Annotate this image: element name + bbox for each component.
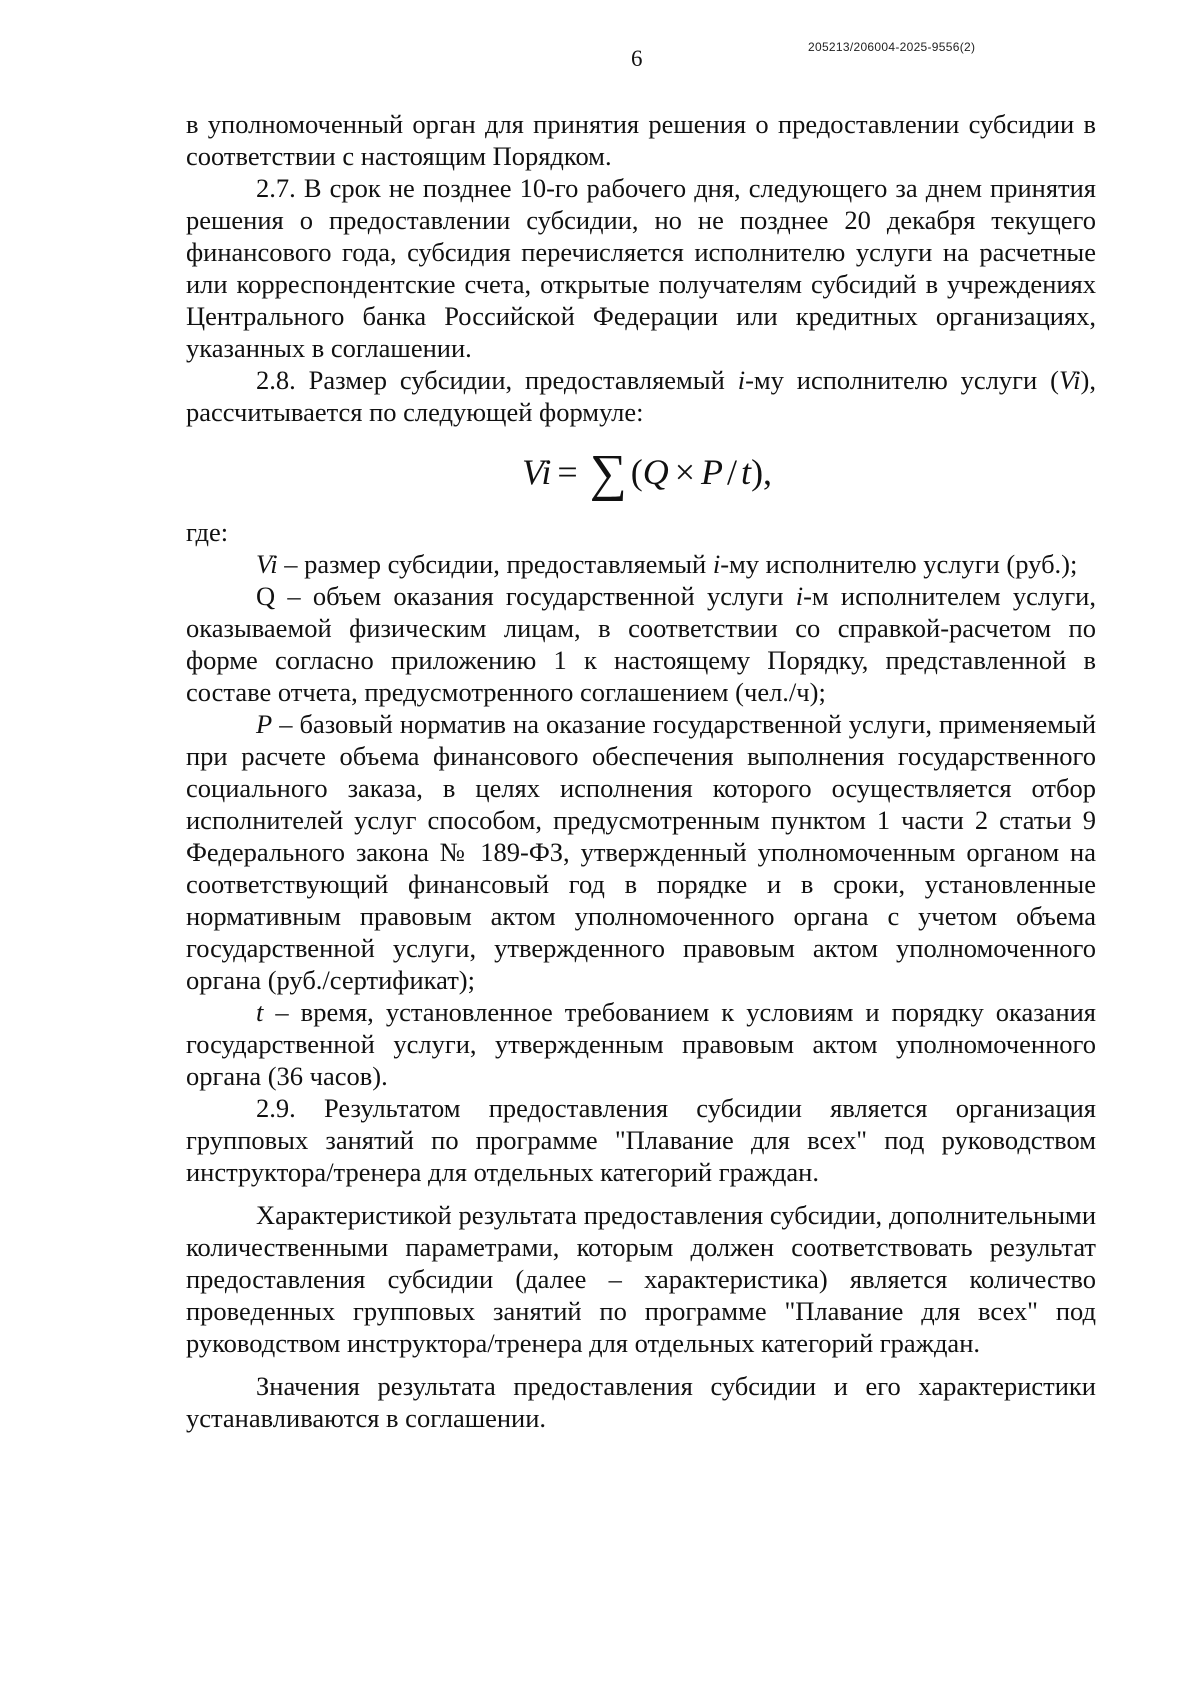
definition-q-text-a: Q – объем оказания государственной услуги — [256, 581, 796, 611]
formula-lhs: Vi — [522, 452, 552, 492]
definition-vi-term: Vi — [256, 549, 278, 579]
paragraph-2-8-text-c: ), рассчитывается по следующей формуле: — [186, 365, 1096, 427]
definition-q-text-b: -м исполнителем услуги, оказываемой физическим лицам, в соответствии со справкой-расчетом по форме согласно приложению 1 к настоящему Порядку, представленной в составе отчета, предусмотренного соглашением (чел./ч); — [186, 581, 1096, 707]
formula-close-paren: ), — [751, 452, 773, 492]
paragraph-2-9: 2.9. Результатом предоставления субсидии является организация групповых занятий по программе "Плавание для всех" под руководством инструктора/тренера для отдельных категорий граждан. — [186, 1093, 1096, 1187]
formula-equals: = — [557, 452, 578, 492]
definition-vi-index: i — [712, 549, 721, 579]
sum-sign: ∑ — [589, 445, 627, 502]
document-body — [186, 108, 1096, 1434]
formula-open-paren: ( — [630, 452, 643, 492]
definition-p-term: P — [256, 709, 273, 739]
paragraph-2-8-text-b: -му исполнителю услуги ( — [745, 365, 1059, 395]
registration-number: 205213/206004-2025-9556(2) — [808, 40, 976, 54]
paragraph-2-8-text-a: 2.8. Размер субсидии, предоставляемый — [256, 365, 738, 395]
variable-vi: Vi — [1058, 365, 1081, 395]
definition-t-term: t — [256, 997, 264, 1027]
paragraph-2-8 — [186, 364, 1096, 428]
paragraph-continuation: в уполномоченный орган для принятия решения о предоставлении субсидии в соответствии с настоящим Порядком. — [186, 109, 1096, 171]
formula-slash: / — [727, 452, 738, 492]
subsidy-formula — [186, 442, 1096, 502]
paragraph-characteristic: Характеристикой результата предоставления субсидии, дополнительными количественными параметрами, которым должен соответствовать результат предоставления субсидии (далее – характеристика) является количество проведенных групповых занятий по программе "Плавание для всех" под руководством инструктора/тренера для отдельных категорий граждан. — [186, 1200, 1096, 1358]
index-i: i — [737, 365, 746, 395]
definition-vi-text-b: -му исполнителю услуги (руб.); — [720, 549, 1078, 579]
paragraph-values: Значения результата предоставления субсидии и его характеристики устанавливаются в соглашении. — [186, 1371, 1096, 1433]
formula-q: Q — [642, 452, 669, 492]
page-number: 6 — [631, 46, 643, 71]
definition-vi — [186, 548, 1096, 580]
definition-vi-text-a: – размер субсидии, предоставляемый — [277, 549, 713, 579]
definition-t — [186, 996, 1096, 1092]
formula-p: P — [701, 452, 724, 492]
definition-t-text: – время, установленное требованием к условиям и порядку оказания государственной услуги, утвержденным правовым актом уполномоченного органа (36 часов). — [186, 997, 1096, 1091]
definition-q-index: i — [795, 581, 804, 611]
where-label: где: — [186, 517, 229, 547]
definition-q — [186, 580, 1096, 708]
definition-p — [186, 708, 1096, 996]
definition-p-text: – базовый норматив на оказание государственной услуги, применяемый при расчете объема финансового обеспечения выполнения государственного социального заказа, в целях исполнения которого осуществляется отбор исполнителей услуг способом, предусмотренным пунктом 1 части 2 статьи 9 Федерального закона № 189-ФЗ, утвержденный уполномоченным органом на соответствующий финансовый год в порядке и в сроки, установленные нормативным правовым актом уполномоченного органа с учетом объема государственной услуги, утвержденного правовым актом уполномоченного органа (руб./сертификат); — [186, 709, 1096, 995]
formula-times: × — [674, 452, 696, 492]
paragraph-2-7: 2.7. В срок не позднее 10-го рабочего дня, следующего за днем принятия решения о предоставлении субсидии, но не позднее 20 декабря текущего финансового года, субсидия перечисляется исполнителю услуги на расчетные или корреспондентские счета, открытые получателям субсидий в учреждениях Центрального банка Российской Федерации или кредитных организациях, указанных в соглашении. — [186, 173, 1096, 363]
formula-t: t — [741, 452, 752, 492]
